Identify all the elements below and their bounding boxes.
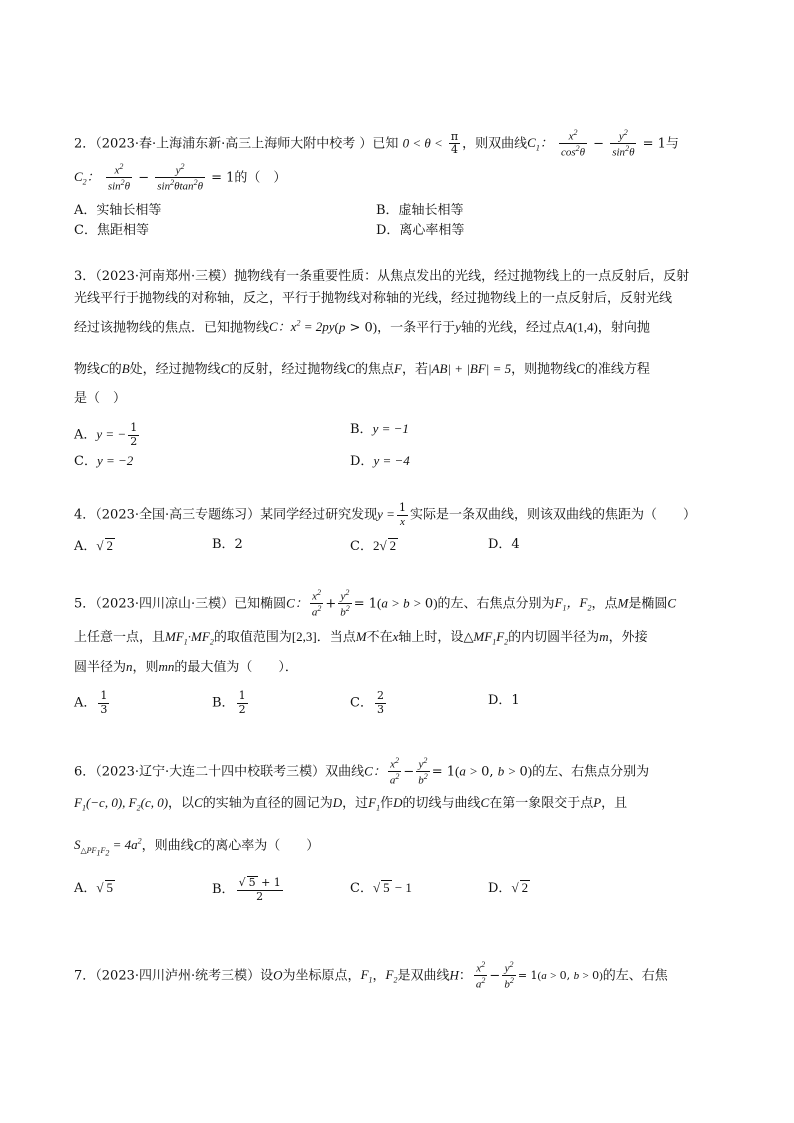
option-a: A．y = − $\frac{1}{2}$ — [74, 421, 138, 448]
option-d: D．1 — [488, 693, 520, 708]
option-c: C．y = −2 — [74, 453, 134, 469]
option-a: A．实轴长相等 — [74, 203, 162, 218]
option-c: C．2√ 2 — [350, 538, 397, 554]
question-number: 6． — [74, 764, 96, 780]
question-source: （2023·河南郑州·三模） — [95, 269, 235, 284]
option-b: B． $\frac{1}{2}$ — [212, 689, 246, 716]
math-c1: $C_1$： — [527, 135, 553, 153]
math-inequality: 0 < θ < — [402, 135, 443, 151]
question-number: 4． — [74, 507, 96, 523]
question-source: （2023·全国·高三专题练习） — [95, 507, 261, 523]
math-c2: $C_2$： — [74, 169, 100, 187]
math-fraction: $\frac{\pi}{4}$ — [450, 129, 459, 157]
question-number: 3． — [74, 269, 96, 284]
option-d: D．√ 2 — [488, 880, 529, 896]
option-a: A． $\frac{1}{3}$ — [74, 689, 108, 716]
option-a: A．√ 5 — [74, 880, 114, 896]
question-number: 2． — [74, 136, 96, 152]
option-c: C．√ 5 − 1 — [350, 880, 412, 896]
option-c: C．焦距相等 — [74, 223, 149, 238]
option-c: C． $\frac{2}{3}$ — [350, 689, 384, 716]
document-page: 2．（2023·春·上海浦东新·高三上海师大附中校考 ）已知 0 < θ < $\frac{\pi}{4}$ ，则双曲线$C_1$： $\frac{x^2}{\cos^2\theta}$ − $\frac{y^2}{\sin^2\theta}$ = 1与 $C_2$： $\frac{x^2}{\sin^2\theta}$ − $\frac{y^2}{\sin^2\theta\tan^2\theta}$ = 1的（ ） A．实轴长相等 B．虚轴长相等 C．焦距相等 D．离心率相等 3．（2023·河南郑州·三模）抛物线有一条重要性质：从焦点发出的光线，经过抛物线上的一点反射后，反射 光线平行于抛物线的对称轴，反之，平行于抛物线对称轴的光线，经过抛物线上的一点反射后，反射光线 经过该抛物线的焦点．已知抛物线C：$x^2 = 2py(p > 0)$，一条平行于y轴的光线，经过点A(1,4)，射向抛 物线C的B处，经过抛物线C的反射，经过抛物线C的焦点F，若|AB| + |BF| = 5，则抛物线C的准线方程 是（ ） A．y = − $\frac{1}{2}$ B．y = −1 C．y = −2 D．y = −4 4．（2023·全国·高三专题练习）某同学经过研究发现y = $\frac{1}{x}$ 实际是一条双曲线，则该双曲线的焦距为（ ） A．√ 2 B．2 C．2√ 2 D．4 5．（2023·四川凉山·三模）已知椭圆C： $\frac{x^2}{a^2}$ + $\frac{y^2}{b^2}$ = 1(a > b > 0)的左、右焦点分别为$F_1$，$F_2$，点M是椭圆C 上任意一点，且$MF_1\cdot MF_2$的取值范围为[2,3]．当点M不在x轴上时，设$\triangle MF_1F_2$的内切圆半径为m，外接 圆半径为n，则mn的最大值为（ ）． A． $\frac{1}{3}$ B． $\frac{1}{2}$ C． $\frac{2}{3}$ D．1 6．（2023·辽宁·大连二十四中校联考三模）双曲线C： $\frac{x^2}{a^2}$ − $\frac{y^2}{b^2}$ = 1(a > 0, b > 0)的左、右焦点分别为 $F_1(-c$, 0), $F_2(c$, 0)，以C的实轴为直径的圆记为D，过$F_1$作D的切线与曲线C在第一象限交于点P，且 $S_{\triangle PF_1F_2} = 4a^2$，则曲线C的离心率为（ ） A．√ 5 B． $\frac{√ 5 + 1}{2}$ C．√ 5 − 1 D．√ 2 7．（2023·四川泸州·统考三模）设O为坐标原点，$F_1$，$F_2$是双曲线H： $\frac{x^2}{a^2}$ − $\frac{y^2}{b^2}$ = 1(a > 0, b > 0)的左、右焦 — [74, 128, 696, 991]
question-2-line-1: 2．（2023·春·上海浦东新·高三上海师大附中校考 ）已知 0 < θ < $\frac{\pi}{4}$ ，则双曲线$C_1$： $\frac{x^2}{\cos^2\theta}$ − $\frac{y^2}{\sin^2\theta}$ = 1与 — [74, 128, 679, 159]
option-b: B． $\frac{√ 5 + 1}{2}$ — [212, 876, 281, 903]
option-d: D．4 — [488, 537, 520, 552]
question-source: （2023·春·上海浦东新·高三上海师大附中校考 ） — [95, 136, 373, 152]
option-b: B．虚轴长相等 — [376, 203, 464, 218]
option-b: B．2 — [212, 537, 243, 552]
option-a: A．√ 2 — [74, 538, 114, 554]
question-source: （2023·四川泸州·统考三模） — [95, 968, 261, 984]
question-number: 7． — [74, 968, 96, 984]
question-source: （2023·四川凉山·三模） — [95, 596, 235, 612]
question-2-line-2: $C_2$： $\frac{x^2}{\sin^2\theta}$ − $\frac{y^2}{\sin^2\theta\tan^2\theta}$ = 1的（ ） — [74, 162, 287, 193]
question-source: （2023·辽宁·大连二十四中校联考三模） — [95, 764, 326, 780]
question-number: 5． — [74, 596, 96, 612]
option-b: B．y = −1 — [350, 421, 409, 437]
option-d: D．离心率相等 — [376, 223, 465, 238]
option-d: D．y = −4 — [350, 453, 410, 469]
